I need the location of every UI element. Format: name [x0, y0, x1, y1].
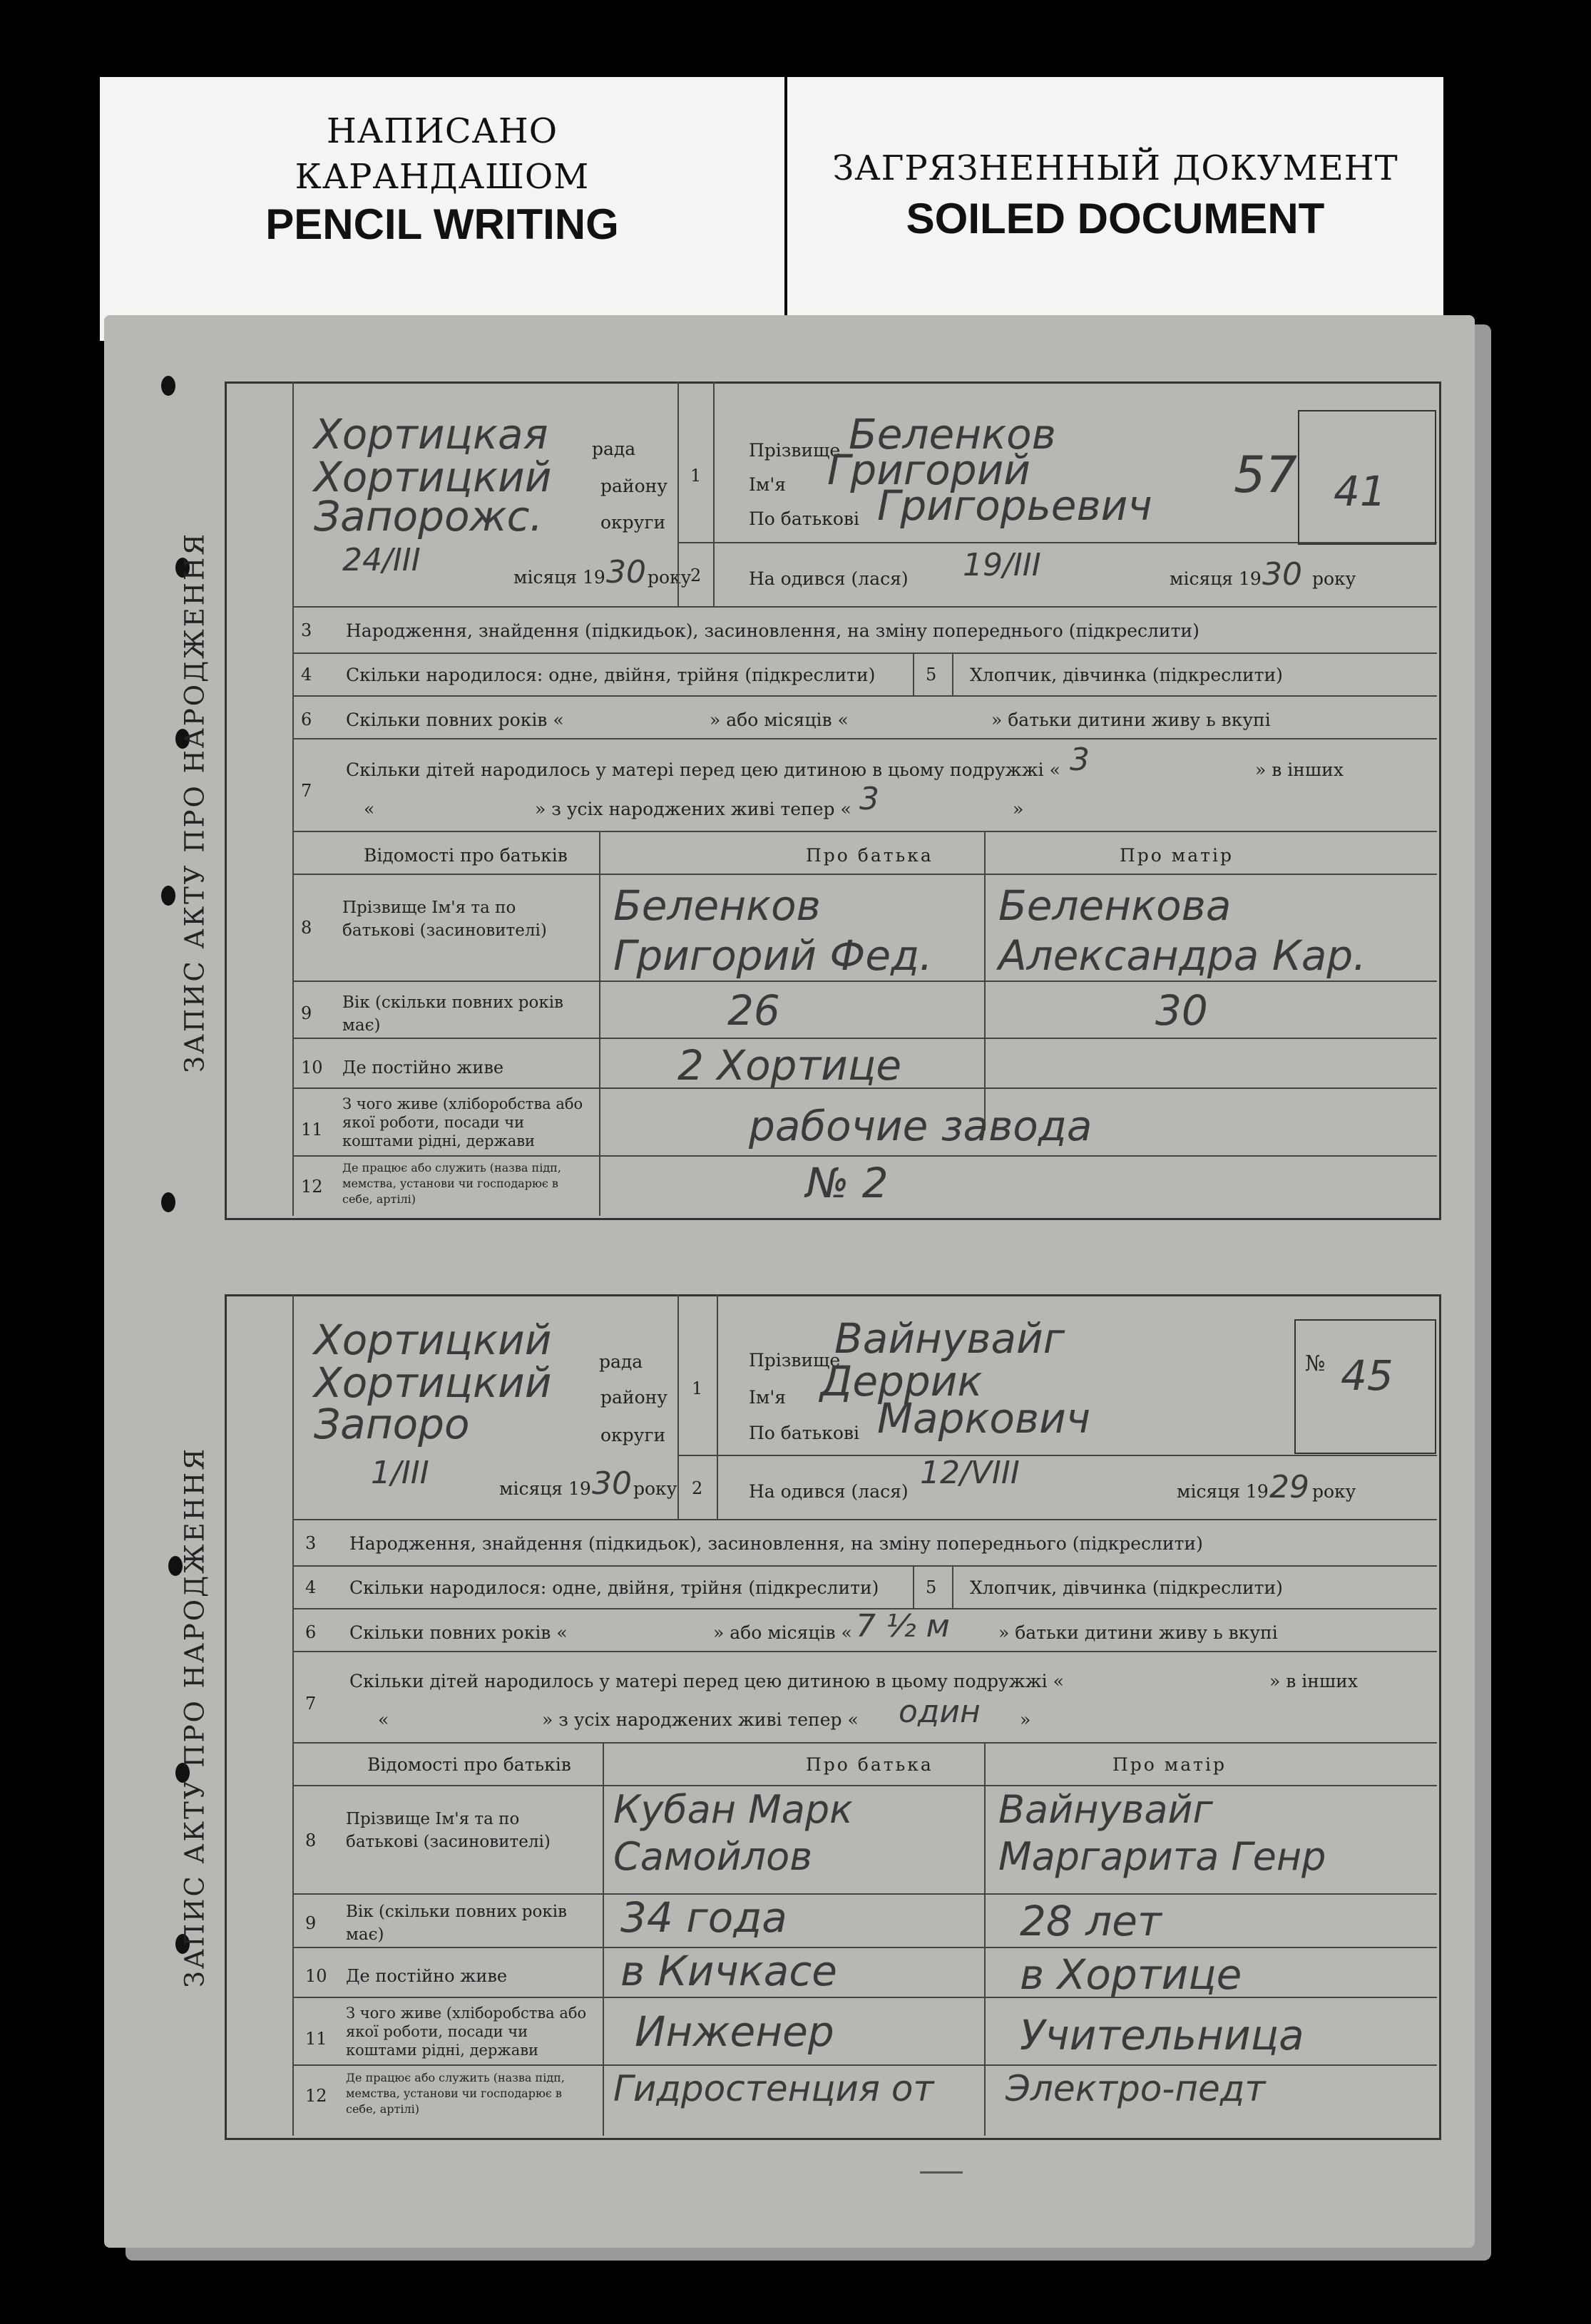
page-mark	[920, 2171, 963, 2174]
okrug-value: Запоро	[314, 1400, 470, 1448]
father-occupation: Инженер	[635, 2007, 834, 2056]
mother-occupation: Учительница	[1020, 2011, 1304, 2059]
occupation: рабочие завода	[749, 1102, 1093, 1150]
mother-name: Вайнувайг Маргарита Генр	[998, 1787, 1326, 1879]
registration-date: 1/III	[371, 1455, 429, 1491]
soiled-label-en: SOILED DOCUMENT	[906, 195, 1325, 242]
child-name: Григорий	[827, 446, 1030, 494]
child-name: Деррик	[820, 1357, 983, 1406]
mother-age: 30	[1155, 986, 1208, 1035]
record-number-extra: 41	[1334, 467, 1386, 516]
record-number: 57	[1234, 446, 1298, 504]
pencil-label-ru-line2: КАРАНДАШОМ	[295, 157, 590, 197]
pencil-writing-label	[100, 77, 784, 341]
registration-date: 24/III	[342, 542, 421, 578]
months-together: 7 ½ м	[856, 1608, 950, 1644]
child-patronymic: Григорьевич	[877, 481, 1152, 530]
soiled-document-label	[787, 77, 1443, 341]
birth-date: 12/VIII	[920, 1455, 1020, 1491]
birth-record-2: ЗАПИС АКТУ ПРО НАРОДЖЕННЯ Хортицкий рада Хортицкий району Запоро округи 1/III місяця 19 30 року 1 2 Прізвище Вайнувайг Ім'я Деррик По батькові Маркович № 45 На одився (лася) 12/VIII місяця 19 29 року 3 Народження, знайдення (підкидьок), засиновлення, на зміну попереднього (підкреслити) 4 Скільки народилося: одне, двійня, трійня (підкреслити) 5 Хлопчик, дівчинка (підкреслити) 6 Скільки повних років « » або місяців « 7 ½ м » батьки дитини живу ь вкупі 7 Скільки дітей народилось у матері перед цею дитиною в цьому подружжі « » в інших « » з усіх народжених живі тепер « один » Відомості про батьків Про батька Про матір 8 Прізвище Ім'я та по батькові (засиновителі) Кубан Марк Самойлов Вайнувайг Маргарита Генр 9 Вік (скільки повних років має) 34 года 28 лет 10 Де постійно живе в Кичкасе в Хортице 11 З чого живе (хліборобства або якої роботи, посади чи коштами рідні, держави Инженер Учительница 12 Де працює або служить (назва підп, мемства, установи чи господарює в себе, артілі) Гидростенция от Электро-педт	[164, 1294, 1441, 2139]
okrug-value: Запорожс.	[314, 492, 543, 541]
father-age: 26	[727, 986, 780, 1035]
workplace: № 2	[806, 1159, 889, 1207]
father-name: Кубан Марк Самойлов	[613, 1787, 853, 1879]
child-patronymic: Маркович	[877, 1394, 1091, 1443]
pencil-label-ru-line1: НАПИСАНО	[326, 111, 558, 151]
mother-name: Беленкова Александра Кар.	[998, 881, 1366, 980]
children-alive: один	[899, 1694, 981, 1730]
father-residence: в Кичкасе	[620, 1947, 837, 1995]
birth-year: 30	[1262, 556, 1302, 593]
father-age: 34 года	[620, 1893, 787, 1942]
child-surname: Беленков	[849, 410, 1056, 459]
rada-value: Хортицкий	[314, 1316, 552, 1364]
children-alive: 3	[859, 781, 879, 817]
father-name: Беленков Григорий Фед.	[613, 881, 933, 980]
child-surname: Вайнувайг	[834, 1314, 1065, 1363]
residence: 2 Хортице	[677, 1041, 902, 1090]
father-workplace: Гидростенция от	[613, 2068, 934, 2109]
raion-value: Хортицкий	[314, 1358, 552, 1407]
soiled-label-ru: ЗАГРЯЗНЕННЫЙ ДОКУМЕНТ	[832, 148, 1398, 188]
mother-workplace: Электро-педт	[1006, 2068, 1266, 2109]
children-before: 3	[1070, 742, 1090, 778]
pencil-label-en: PENCIL WRITING	[265, 200, 619, 248]
birth-year: 29	[1269, 1469, 1309, 1505]
birth-date: 19/III	[963, 547, 1041, 583]
record-side-title: ЗАПИС АКТУ ПРО НАРОДЖЕННЯ	[179, 531, 210, 1073]
record-number: 45	[1341, 1351, 1393, 1400]
rada-value: Хортицкая	[314, 410, 548, 459]
mother-age: 28 лет	[1020, 1897, 1162, 1945]
registration-year: 30	[592, 1465, 632, 1502]
birth-record-1: ЗАПИС АКТУ ПРО НАРОДЖЕННЯ Хортицкая рада Хортицкий району Запорожс. округи 24/III місяця 19 30 року 1 2 Прізвище Беленков Ім'я Григорий По батькові Григорьевич 57 41 На одився (лася) 19/III місяця 19 30 року 3 Народження, знайдення (підкидьок), засиновлення, на зміну попереднього (підкреслити) 4 Скільки народилося: одне, двійня, трійня (підкреслити) 5 Хлопчик, дівчинка (підкреслити) 6 Скільки повних років « » або місяців « » батьки дитини живу ь вкупі 7 Скільки дітей народилось у матері перед цею дитиною в цьому подружжі « 3 » в інших « » з усіх народжених живі тепер « 3 » Відомості про батьків Про батька Про матір 8 Прізвище Ім'я та по батькові (засиновителі) Беленков Григорий Фед. Беленкова Александра Кар. 9 Вік (скільки повних років має) 26 30 10 Де постійно живе 2 Хортице 11 З чого живе (хліборобства або якої роботи, посади чи коштами рідні, держави рабочие завода 12 Де працює або служить (назва підп, мемства, установи чи господарює в себе, артілі) № 2	[164, 382, 1441, 1223]
record-side-title: ЗАПИС АКТУ ПРО НАРОДЖЕННЯ	[179, 1446, 210, 1987]
raion-value: Хортицкий	[314, 453, 552, 501]
mother-residence: в Хортице	[1020, 1950, 1242, 1999]
registration-year: 30	[606, 554, 646, 590]
